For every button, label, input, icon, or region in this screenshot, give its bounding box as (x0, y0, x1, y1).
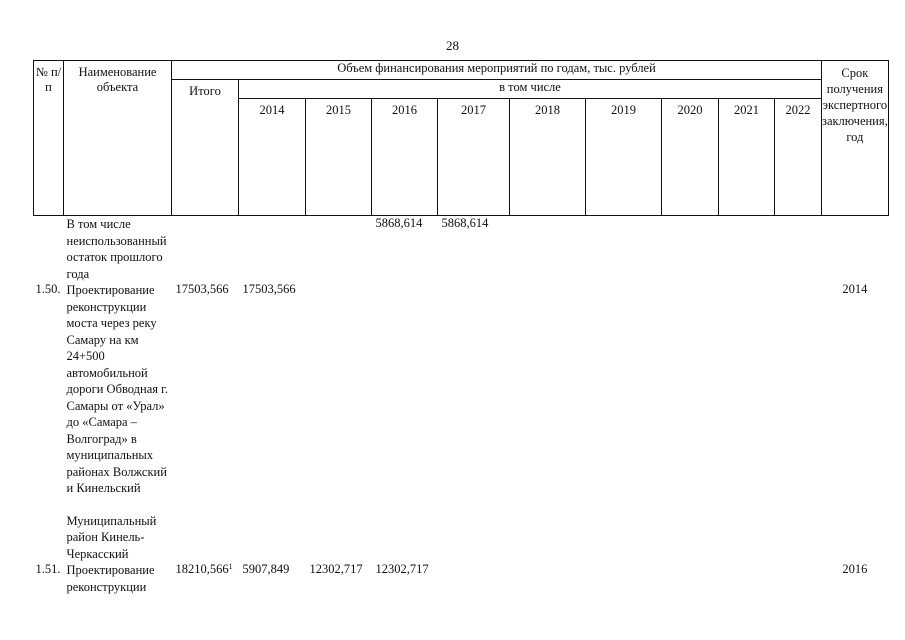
row-object-name: Проектирование реконструкции моста через реку Самару на км 24+500 автомобильной дороги Обводная г. Самары от «Урал» до «Самара – Волгоград» в муниципальных районах Волжский и Кинельский (66, 283, 168, 495)
row-value-2016: 5868,614 (375, 216, 423, 230)
header-year-2020: 2020 (662, 99, 719, 216)
header-year-2015: 2015 (306, 99, 372, 216)
row-term (822, 216, 889, 283)
row-term: 2014 (842, 282, 868, 296)
row-value-2017 (438, 562, 510, 595)
row-number (34, 216, 64, 283)
row-value-2017 (438, 282, 510, 497)
header-year-2018: 2018 (510, 99, 586, 216)
header-object-name: Наименование объекта (64, 61, 172, 216)
row-total (172, 216, 239, 283)
row-value-2014: 17503,566 (242, 282, 296, 296)
row-value-2014: 5907,849 (242, 562, 290, 576)
row-value-2014 (239, 216, 306, 283)
header-year-2022: 2022 (775, 99, 822, 216)
header-year-2014: 2014 (239, 99, 306, 216)
financing-table (33, 60, 889, 595)
header-year-2019: 2019 (586, 99, 662, 216)
row-value-2014 (239, 497, 306, 563)
row-value-2015 (306, 282, 372, 497)
header-total: Итого (172, 80, 239, 216)
row-value-2015: 12302,717 (309, 562, 363, 576)
row-object-name: Проектирование реконструкции (66, 563, 155, 594)
table-row (34, 216, 889, 283)
table-row (34, 282, 889, 497)
row-value-2016 (372, 497, 438, 563)
row-number (34, 497, 64, 563)
header-expert-term: Срок получения экспертного заключения, год (822, 61, 889, 216)
row-number: 1.51. (35, 562, 61, 576)
row-value-2015 (306, 216, 372, 283)
header-year-2017: 2017 (438, 99, 510, 216)
row-total: 18210,566$^1$ (175, 562, 233, 576)
row-value-2016: 12302,717 (375, 562, 429, 576)
row-value-2017: 5868,614 (441, 216, 489, 230)
table-row (34, 497, 889, 563)
header-financing-volume: Объем финансирования мероприятий по годам, тыс. рублей (172, 61, 822, 80)
header-number: № п/п (34, 61, 64, 216)
row-total (172, 497, 239, 563)
row-value-2015 (306, 497, 372, 563)
page-number: 28 (446, 38, 459, 53)
header-year-2016: 2016 (372, 99, 438, 216)
row-value-2017 (438, 497, 510, 563)
header-including: в том числе (239, 80, 822, 99)
row-value-2016 (372, 282, 438, 497)
row-object-name: Муниципальный район Кинель-Черкасский (66, 513, 157, 561)
table-row (34, 562, 889, 595)
row-term (822, 497, 889, 563)
row-object-name: В том числе неиспользованный остаток прошлого года (66, 217, 167, 281)
row-total: 17503,566 (175, 282, 229, 296)
row-number: 1.50. (35, 282, 61, 296)
header-year-2021: 2021 (719, 99, 775, 216)
row-term: 2016 (842, 562, 868, 576)
